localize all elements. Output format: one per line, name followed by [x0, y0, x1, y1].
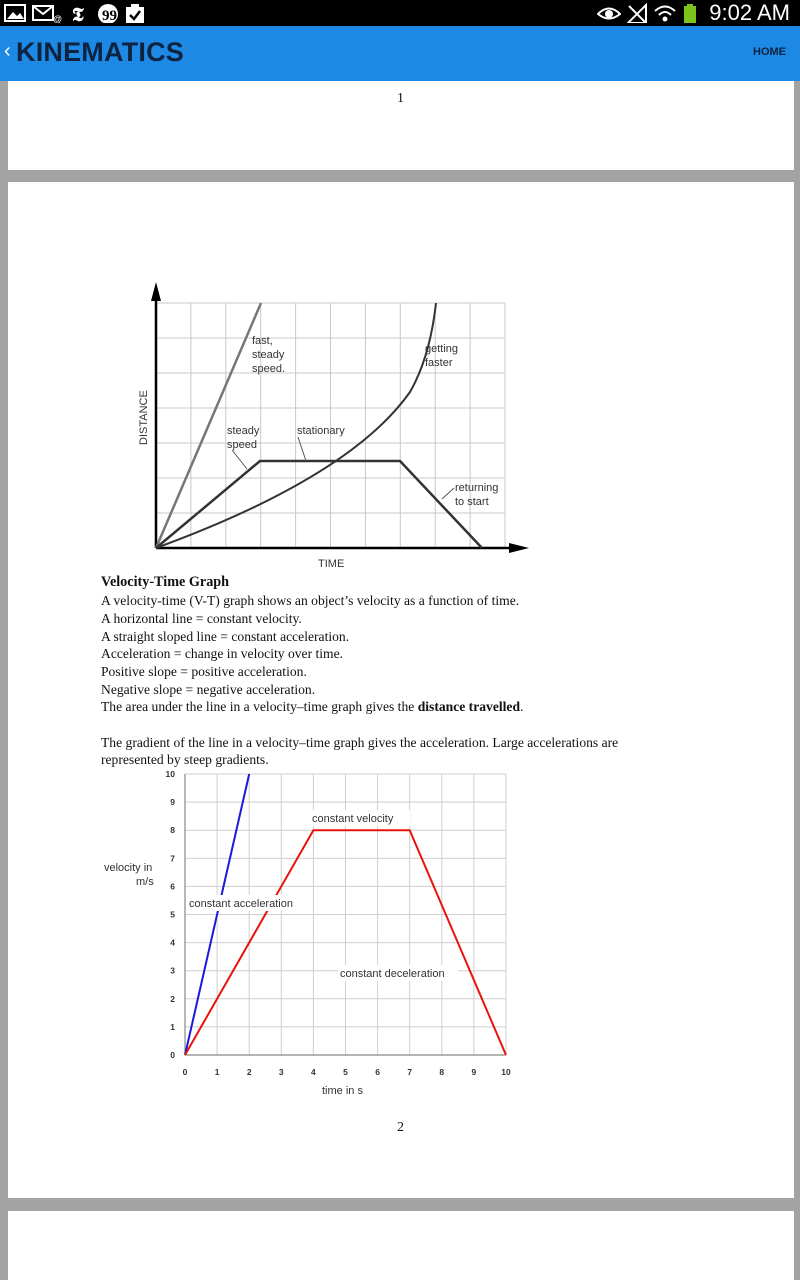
- body-line: A velocity-time (V-T) graph shows an object’s velocity as a function of time.: [101, 593, 520, 608]
- area-bold: distance travelled: [417, 699, 521, 714]
- x-tick-label: 9: [471, 1067, 477, 1077]
- x-axis-arrow: [509, 543, 529, 553]
- y-tick-label: 9: [170, 797, 175, 808]
- annotation-returning: returning: [455, 482, 499, 494]
- body-line: Acceleration = change in velocity over time.: [101, 646, 344, 661]
- annotation-steady-speed: speed: [227, 439, 257, 451]
- y-axis-label: DISTANCE: [138, 390, 150, 445]
- annotation-constant-acceleration: constant acceleration: [189, 898, 293, 910]
- body-line: The gradient of the line in a velocity–time graph gives the acceleration. Large accelerations are: [101, 735, 619, 750]
- document-page-3: [8, 1211, 794, 1280]
- x-tick-label: 3: [278, 1067, 284, 1077]
- app-bar: [0, 26, 800, 81]
- velocity-time-chart: [96, 770, 526, 1100]
- x-tick-label: 1: [214, 1067, 220, 1077]
- annotation-getting-faster: getting: [425, 343, 459, 355]
- annotation-getting-faster: faster: [425, 357, 453, 369]
- body-line: [101, 698, 523, 716]
- battery-icon: [683, 3, 699, 23]
- annotation-constant-deceleration: constant deceleration: [340, 968, 445, 980]
- y-tick-label: 6: [170, 881, 175, 892]
- body-line: represented by steep gradients.: [101, 752, 269, 767]
- y-tick-label: 5: [170, 909, 175, 920]
- wifi-icon: [653, 3, 677, 23]
- x-axis-label: time in s: [322, 1085, 363, 1097]
- area-end: .: [520, 699, 524, 714]
- clock: 9:02 AM: [709, 0, 790, 25]
- quote-icon: [97, 3, 121, 23]
- app-title: KINEMATICS: [16, 37, 184, 67]
- home-button[interactable]: HOME: [753, 46, 786, 58]
- body-line: Negative slope = negative acceleration.: [101, 682, 316, 697]
- body-line: A horizontal line = constant velocity.: [101, 611, 302, 626]
- x-axis-label: TIME: [318, 558, 345, 570]
- annotation-steady-speed: steady: [227, 425, 260, 437]
- annotation-fast: steady: [252, 349, 285, 361]
- annotation-fast: speed.: [252, 363, 286, 375]
- y-axis-label: velocity in: [104, 862, 153, 874]
- document-page-2: [8, 182, 794, 1198]
- y-tick-label: 7: [170, 853, 175, 864]
- distance-time-chart: [120, 277, 550, 572]
- status-bar: [0, 0, 800, 26]
- x-tick-label: 5: [343, 1067, 348, 1077]
- x-tick-label: 10: [501, 1067, 511, 1077]
- document-page-1: [8, 81, 794, 170]
- annotation-fast: fast,: [252, 335, 273, 347]
- svg-text:99: 99: [102, 8, 117, 23]
- x-tick-label: 0: [182, 1067, 188, 1077]
- y-tick-label: 3: [170, 965, 175, 976]
- page-number: 2: [397, 1120, 404, 1135]
- email-icon: [32, 3, 62, 23]
- y-tick-label: 0: [170, 1050, 175, 1060]
- annotation-returning: to start: [455, 496, 489, 508]
- no-signal-icon: [626, 3, 648, 23]
- eye-icon: [597, 3, 621, 23]
- y-tick-label: 10: [165, 770, 175, 779]
- checkbox-icon: [125, 3, 149, 23]
- back-chevron-icon[interactable]: ‹: [4, 40, 11, 62]
- y-tick-label: 8: [170, 825, 175, 836]
- x-tick-label: 4: [311, 1067, 316, 1077]
- y-tick-label: 2: [170, 993, 175, 1004]
- section-heading: Velocity-Time Graph: [101, 574, 230, 590]
- steady-stationary-returning-line: [156, 461, 482, 548]
- gallery-icon: [4, 3, 28, 23]
- svg-text:@: @: [53, 14, 62, 23]
- x-tick-label: 8: [439, 1067, 445, 1077]
- body-line: Positive slope = positive acceleration.: [101, 664, 307, 679]
- y-tick-label: 4: [170, 937, 175, 948]
- annotation-constant-velocity: constant velocity: [312, 813, 394, 825]
- nytimes-icon: [70, 3, 92, 23]
- body-line: A straight sloped line = constant acceleration.: [101, 629, 350, 644]
- page-number: 1: [397, 91, 404, 106]
- x-tick-label: 2: [246, 1067, 252, 1077]
- svg-text:𝕿: 𝕿: [72, 5, 84, 23]
- x-tick-label: 7: [407, 1067, 413, 1077]
- x-tick-label: 6: [375, 1067, 380, 1077]
- area-text: The area under the line in a velocity–time graph gives the: [101, 699, 418, 714]
- y-tick-label: 1: [170, 1021, 175, 1032]
- y-axis-label: m/s: [136, 876, 154, 888]
- annotation-stationary: stationary: [297, 425, 345, 437]
